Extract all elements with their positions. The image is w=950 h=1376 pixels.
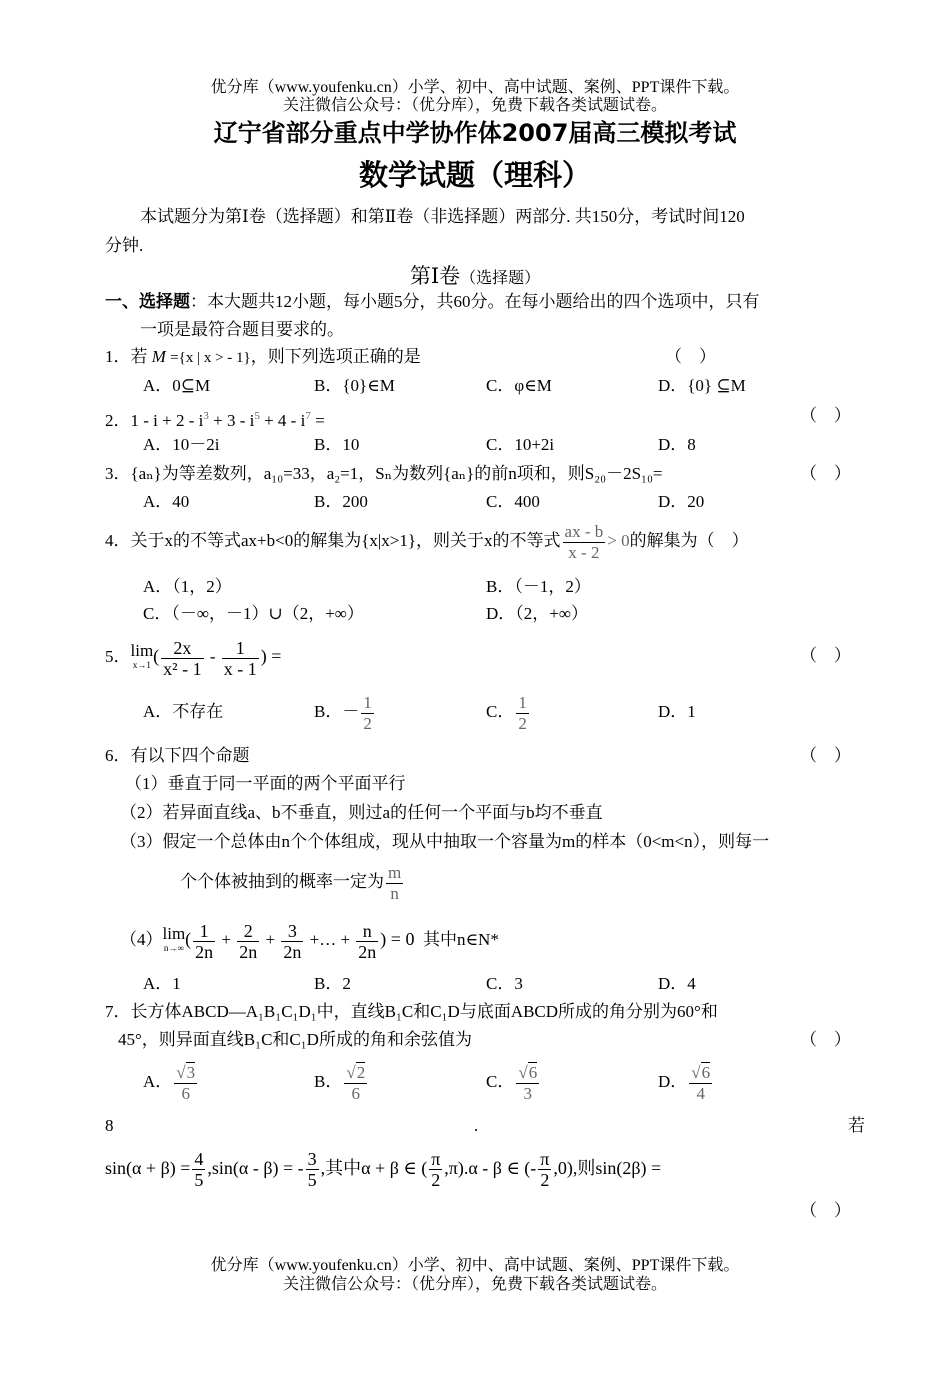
q8-f1-den: 5: [194, 1170, 204, 1191]
q3-option-d[interactable]: D．20: [658, 492, 705, 511]
q5-option-b-label: B．－: [314, 702, 360, 721]
q6-option-a[interactable]: A．1: [143, 974, 181, 993]
q4-post: 的解集为（ ）: [629, 531, 749, 550]
q8-number: 8: [105, 1116, 114, 1135]
q8-s2: ,sin(α - β) = -: [207, 1158, 304, 1178]
q8-s1: sin(α + β) =: [105, 1158, 191, 1178]
q4-option-d[interactable]: D．（2，+∞）: [486, 604, 588, 623]
q6-answer-paren[interactable]: （ ）: [800, 746, 851, 765]
q7-answer-paren[interactable]: （ ）: [800, 1030, 851, 1049]
intro-line-2: 分钟.: [105, 236, 144, 255]
q3-option-a[interactable]: A．40: [143, 492, 190, 511]
q2-number: 2．: [105, 411, 131, 430]
q7-option-d-frac: [689, 1063, 712, 1104]
q2-expr-3: + 4 - i: [259, 411, 306, 430]
q7-stem-1: [105, 1001, 718, 1023]
part1-line-1: [105, 291, 760, 313]
q5-fraction-1: [161, 638, 203, 679]
q8-f2-den: 5: [307, 1170, 317, 1191]
q5-option-d[interactable]: D．1: [658, 702, 696, 721]
q5-number: 5．: [105, 647, 131, 666]
q7-option-d[interactable]: [658, 1058, 714, 1106]
part1-text: ：本大题共12小题，每小题5分，共60分。在每小题给出的四个选项中，只有: [190, 292, 760, 311]
q8-formula: [105, 1144, 661, 1192]
part1-label: 一、选择题: [105, 292, 190, 311]
q2-exp-2: 5: [254, 410, 260, 422]
q7-d-den: 4: [696, 1083, 705, 1103]
q6-proposition-2: （2）若异面直线a、b不垂直，则过a的任何一个平面与b均不垂直: [120, 803, 603, 822]
q8-f3-den: 2: [431, 1170, 441, 1191]
q2-option-d[interactable]: D．8: [658, 435, 696, 454]
section-heading: [0, 262, 950, 293]
q4-option-c[interactable]: C．（－∞，－1）∪（2，+∞）: [143, 604, 364, 623]
q6-tn-num: n: [356, 921, 378, 942]
q2-option-a[interactable]: A．10－2i: [143, 435, 220, 454]
footer-line-2: 关注微信公众号：（优分库），免费下载各类试题试卷。: [282, 1276, 667, 1293]
q8-answer-paren[interactable]: （ ）: [800, 1201, 851, 1220]
q8-f4-num: π: [540, 1149, 550, 1170]
q7-b-num: √2: [346, 1062, 366, 1082]
q4-fraction-den: x - 2: [568, 542, 600, 562]
q5-answer-paren[interactable]: （ ）: [800, 646, 851, 665]
q5-f1-num: 2x: [161, 638, 203, 659]
q3-option-b[interactable]: B．200: [314, 492, 368, 511]
q6-tail: ) = 0: [380, 929, 415, 949]
q3-number: 3．: [105, 464, 131, 483]
section-subtitle: （选择题）: [460, 270, 541, 287]
q6-p3-text: 个个体被抽到的概率一定为: [180, 872, 384, 891]
q3-answer-paren[interactable]: （ ）: [800, 464, 851, 483]
q8-frac-4: [538, 1149, 551, 1190]
q3-option-c[interactable]: C．400: [486, 492, 540, 511]
q5-limit: [130, 641, 154, 672]
q1-option-a[interactable]: A．0⊆M: [143, 376, 211, 395]
q2-exp-1: 3: [203, 410, 209, 422]
q6-tn-den: 2n: [358, 941, 377, 962]
q7-b-radicand: 2: [356, 1062, 366, 1082]
q1-pre: 若: [130, 347, 148, 366]
q7-option-b[interactable]: [314, 1058, 369, 1106]
q7-option-a[interactable]: [143, 1058, 199, 1106]
q6-lim-text: lim: [162, 924, 186, 944]
q5-c-den: 2: [518, 713, 527, 733]
q5-f2-den: x - 1: [223, 658, 257, 679]
q5-option-c-frac: [516, 693, 529, 734]
q7-c-radicand: 6: [528, 1062, 538, 1082]
q6-proposition-1: （1）垂直于同一平面的两个平面平行: [125, 774, 406, 793]
q1-set-name: M: [151, 347, 166, 366]
q3-stem: [105, 463, 663, 485]
q6-t2-num: 2: [237, 921, 259, 942]
q6-p4-label: （4）: [120, 930, 163, 949]
q4-pre: 关于x的不等式ax+b<0的解集为{x|x>1}，则关于x的不等式: [130, 531, 561, 550]
q5-close: ) =: [260, 646, 282, 666]
q8-frac-1: [192, 1149, 205, 1190]
q6-option-d[interactable]: D．4: [658, 974, 696, 993]
q6-option-b[interactable]: B．2: [314, 974, 351, 993]
q7-line-2: 45°，则异面直线B₁C和C₁D所成的角和余弦值为: [118, 1030, 472, 1049]
q5-lim-text: lim: [130, 641, 154, 661]
q6-term-3: [281, 921, 303, 962]
q5-b-num: 1: [363, 692, 372, 712]
q2-expr: 1 - i + 2 - i: [130, 411, 204, 430]
intro-line-1: 本试题分为第Ⅰ卷（选择题）和第Ⅱ卷（非选择题）两部分. 共150分，考试时间120: [140, 207, 745, 226]
q6-t3-den: 2n: [283, 941, 302, 962]
q8-dot: .: [474, 1116, 479, 1135]
q5-c-num: 1: [518, 692, 527, 712]
q4-option-a[interactable]: A．（1，2）: [143, 577, 232, 596]
section-title: 第Ⅰ卷: [409, 264, 461, 288]
q8-frac-3: [429, 1149, 442, 1190]
q5-option-c-label: C．: [486, 702, 515, 721]
q1-number: 1．: [105, 347, 131, 366]
q1-post: ，则下列选项正确的是: [250, 347, 421, 366]
q8-f3-num: π: [431, 1149, 441, 1170]
q5-fraction-2: [222, 638, 259, 679]
q6-tail-2: 其中n∈N*: [422, 930, 499, 949]
q6-limit: [162, 924, 186, 955]
exam-title: 辽宁省部分重点中学协作体2007届高三模拟考试: [213, 119, 737, 147]
q5-option-a[interactable]: A．不存在: [143, 702, 224, 721]
q8-f4-den: 2: [540, 1170, 550, 1191]
q2-answer-paren[interactable]: （ ）: [800, 406, 851, 425]
q7-option-c-label: C．: [486, 1072, 515, 1091]
part1-line-2: 一项是最符合题目要求的。: [140, 320, 344, 339]
q2-exp-3: 7: [305, 410, 311, 422]
q6-p3-frac: [386, 863, 403, 904]
q2-expr-2: + 3 - i: [208, 411, 255, 430]
q2-stem: [105, 405, 325, 432]
q1-option-d[interactable]: D．{0} ⊆M: [658, 376, 746, 395]
q4-number: 4．: [105, 531, 131, 550]
q7-option-b-label: B．: [314, 1072, 343, 1091]
q7-option-b-frac: [344, 1063, 367, 1104]
q5-f1-den: x² - 1: [163, 658, 202, 679]
q1-stem: [105, 346, 421, 369]
q7-c-den: 3: [523, 1083, 533, 1103]
q4-fraction: [563, 522, 606, 563]
q4-stem: [105, 519, 749, 563]
q7-a-radicand: 3: [186, 1062, 196, 1082]
q1-set: ={x | x > - 1}: [170, 350, 251, 366]
q5-option-c[interactable]: [486, 690, 531, 734]
header-line-1: 优分库（www.youfenku.cn）小学、初中、高中试题、案例、PPT课件下载。: [210, 79, 740, 96]
q7-d-radicand: 6: [701, 1062, 711, 1082]
q7-option-c[interactable]: [486, 1058, 541, 1106]
q6-t1-num: 1: [193, 921, 215, 942]
q7-d-num: √6: [691, 1062, 711, 1082]
q7-a-num: √3: [176, 1062, 196, 1082]
q8-s4: ,π).α - β ∈ (-: [444, 1158, 537, 1178]
q5-option-b[interactable]: [314, 690, 376, 734]
q7-option-c-frac: [516, 1063, 539, 1104]
q8-s5: ,0),则sin(2β) =: [553, 1158, 662, 1178]
q6-proposition-3-cont: [180, 860, 405, 904]
q2-option-c[interactable]: C．10+2i: [486, 435, 555, 454]
q8-f2-num: 3: [307, 1149, 317, 1170]
q6-t2-den: 2n: [239, 941, 258, 962]
q7-line-1: 长方体ABCD—A₁B₁C₁D₁中，直线B₁C和C₁D与底面ABCD所成的角分别为60°和: [130, 1002, 718, 1021]
q5-option-b-frac: [361, 693, 374, 734]
q2-equals: =: [310, 411, 325, 430]
q6-p3-num: m: [388, 862, 402, 882]
q7-option-d-label: D．: [658, 1072, 688, 1091]
q8-frac-2: [306, 1149, 319, 1190]
q1-option-c[interactable]: C．φ∈M: [486, 376, 552, 395]
q8-f1-num: 4: [194, 1149, 204, 1170]
q8-ruo: 若: [848, 1116, 865, 1135]
q5-minus: -: [209, 647, 216, 666]
q6-t1-den: 2n: [195, 941, 214, 962]
q7-b-den: 6: [351, 1083, 361, 1103]
q4-fraction-num: ax - b: [564, 521, 604, 541]
q7-option-a-label: A．: [143, 1072, 173, 1091]
q6-term-2: [237, 921, 259, 962]
q7-number: 7．: [105, 1002, 131, 1021]
q6-term-1: [193, 921, 215, 962]
q1-answer-paren[interactable]: （ ）: [665, 347, 716, 366]
q7-option-a-frac: [174, 1063, 197, 1104]
q8-s3: ,其中α + β ∈ (: [320, 1158, 428, 1178]
q7-a-den: 6: [181, 1083, 190, 1103]
q7-c-num: √6: [518, 1062, 538, 1082]
q3-text: {aₙ}为等差数列，a₁₀=33，a₂=1，Sₙ为数列{aₙ}的前n项和，则S₂₀－2S₁₀=: [130, 464, 663, 483]
q6-option-c[interactable]: C．3: [486, 974, 523, 993]
q6-lim-sub: n→∞: [163, 943, 184, 954]
q5-b-den: 2: [363, 713, 372, 733]
q2-option-b[interactable]: B．10: [314, 435, 360, 454]
q1-option-b[interactable]: B．{0}∈M: [314, 376, 395, 395]
q6-open: (: [185, 929, 192, 949]
q5-lim-sub: x→1: [132, 660, 151, 671]
header-line-2: 关注微信公众号：（优分库），免费下载各类试题试卷。: [282, 97, 667, 114]
q5-f2-num: 1: [222, 638, 259, 659]
footer-line-1: 优分库（www.youfenku.cn）小学、初中、高中试题、案例、PPT课件下载。: [210, 1257, 740, 1274]
q5-stem: [105, 632, 281, 681]
q6-p3-den: n: [390, 883, 399, 903]
exam-subtitle: 数学试题（理科）: [358, 158, 591, 192]
q6-t3-num: 3: [281, 921, 303, 942]
q5-open: (: [153, 646, 160, 666]
q6-stem: [105, 745, 250, 767]
q6-number: 6．: [105, 746, 131, 765]
q6-dots: +… +: [309, 930, 351, 949]
q6-term-n: [356, 921, 378, 962]
q6-proposition-3: （3）假定一个总体由n个个体组成，现从中抽取一个容量为m的样本（0<m<n），则每一: [120, 832, 770, 851]
q6-text: 有以下四个命题: [130, 746, 250, 765]
q4-gt: > 0: [607, 531, 630, 550]
q4-option-b[interactable]: B．（－1，2）: [486, 577, 591, 596]
q6-proposition-4: （4） lim n→∞ ( $\frac{1}{2n}$ + $\frac{2}{2n}$ + $\frac{3}{2n}$ +… + $\frac{n}{2n}$ ) = 0 其中n∈N*: [120, 920, 499, 962]
